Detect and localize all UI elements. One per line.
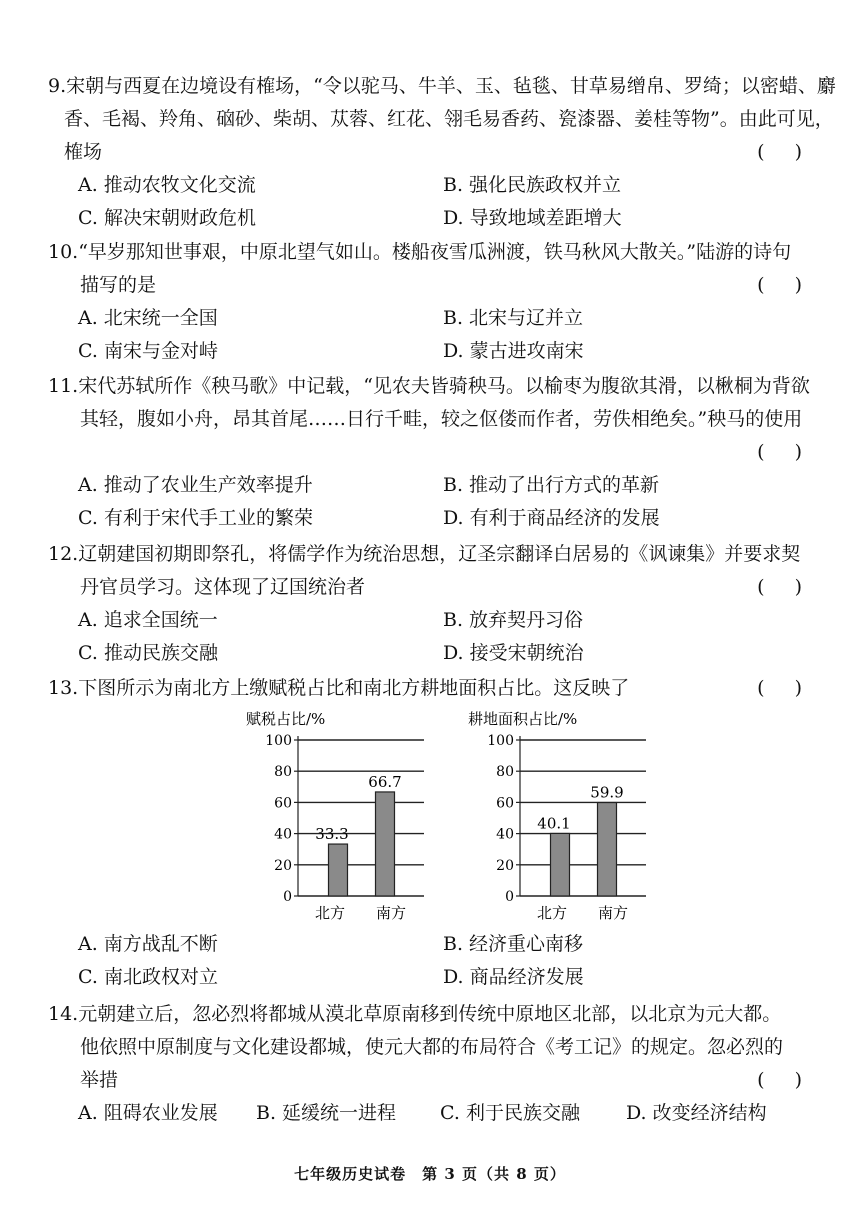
option-c[interactable]: C. 南宋与金对峙 [78,340,218,362]
question-13-line-1 [48,672,818,705]
data-label: 33.3 [315,825,349,844]
question-10 [48,236,818,368]
answer-paren[interactable]: ( ) [757,1069,814,1091]
y-tick-label: 100 [487,733,514,749]
answer-paren[interactable]: ( ) [757,141,814,163]
option-d[interactable]: D. 导致地域差距增大 [443,207,622,229]
question-text: “早岁那知世事艰，中原北望气如山。楼船夜雪瓜洲渡，铁马秋风大散关。”陆游的诗句 [78,241,792,263]
question-9-line-1 [48,70,836,103]
question-14-line-2: 他依照中原制度与文化建设都城，使元大都的布局符合《考工记》的规定。忽必烈的 [80,1036,784,1058]
data-label: 40.1 [537,814,571,833]
answer-paren[interactable]: ( ) [757,274,814,296]
question-text: 下图所示为南北方上缴赋税占比和南北方耕地面积占比。这反映了 [78,677,630,699]
y-tick-label: 80 [274,764,292,781]
option-d[interactable]: D. 有利于商品经济的发展 [443,507,660,529]
option-c[interactable]: C. 利于民族交融 [440,1102,580,1124]
y-axis-label: 耕地面积占比/% [468,710,578,728]
question-9-line-2: 香、毛褐、羚角、硇砂、柴胡、苁蓉、红花、翎毛易香药、瓷漆器、姜桂等物”。由此可见， [64,108,834,130]
question-number: 12. [48,543,79,565]
question-13 [48,672,818,705]
question-number: 13. [48,677,79,699]
option-a[interactable]: A. 推动了农业生产效率提升 [78,474,313,496]
options [78,604,813,670]
question-9-line-3: 榷场 [64,141,103,163]
question-11-line-2: 其轻，腹如小舟，昂其首尾……日行千畦，较之伛偻而作者，劳佚相绝矣。”秧马的使用 [80,408,803,430]
answer-paren[interactable]: ( ) [757,441,814,463]
question-number: 10. [48,241,79,263]
y-tick-label: 20 [274,857,292,874]
option-b[interactable]: B. 延缓统一进程 [256,1102,397,1124]
x-tick-label: 北方 [314,904,346,922]
question-number: 11. [48,375,79,397]
question-10-line-1 [48,236,818,269]
option-c[interactable]: C. 解决宋朝财政危机 [78,207,256,229]
y-tick-label: 0 [505,889,514,905]
y-tick-label: 100 [265,733,292,749]
options [78,302,813,368]
question-text: 宋代苏轼所作《秧马歌》中记载，“见农夫皆骑秧马。以榆枣为腹欲其滑，以楸桐为背欲 [78,375,810,397]
question-12 [48,538,818,670]
question-14-line-3: 举措 [80,1069,119,1091]
option-d[interactable]: D. 改变经济结构 [626,1102,767,1124]
question-11 [48,370,818,535]
option-b[interactable]: B. 推动了出行方式的革新 [443,474,660,496]
bar-北方 [329,844,348,896]
answer-paren[interactable]: ( ) [757,576,814,598]
y-tick-label: 60 [274,795,292,812]
option-b[interactable]: B. 强化民族政权并立 [443,174,622,196]
question-10-line-2: 描写的是 [80,274,157,296]
question-14-line-1 [48,998,818,1031]
bar-北方 [551,833,570,896]
y-axis-label: 赋税占比/% [246,710,326,728]
question-number: 9. [48,75,67,97]
data-label: 66.7 [368,772,402,791]
question-text: 宋朝与西夏在边境设有榷场，“令以驼马、牛羊、玉、毡毯、甘草易缯帛、罗绮；以密蜡、麝 [66,75,836,97]
question-13-options [48,928,818,994]
question-12-line-2: 丹官员学习。这体现了辽国统治者 [80,576,366,598]
y-tick-label: 40 [496,826,514,843]
option-a[interactable]: A. 追求全国统一 [78,609,218,631]
option-a[interactable]: A. 南方战乱不断 [78,933,218,955]
x-tick-label: 南方 [597,904,629,922]
question-text: 元朝建立后，忽必烈将都城从漠北草原南移到传统中原地区北部，以北京为元大都。 [78,1003,782,1025]
question-14 [48,998,818,1133]
option-c[interactable]: C. 推动民族交融 [78,642,218,664]
option-c[interactable]: C. 南北政权对立 [78,966,218,988]
option-d[interactable]: D. 商品经济发展 [443,966,584,988]
option-b[interactable]: B. 放弃契丹习俗 [443,609,584,631]
option-a[interactable]: A. 推动农牧文化交流 [78,174,256,196]
paren-row [48,436,818,469]
page-footer: 七年级历史试卷 第 3 页（共 8 页） [294,1165,566,1183]
option-b[interactable]: B. 北宋与辽并立 [443,307,584,329]
answer-paren[interactable]: ( ) [757,677,814,699]
options [78,1097,813,1133]
options [78,169,813,235]
question-text: 辽朝建国初期即祭孔，将儒学作为统治思想，辽圣宗翻译白居易的《讽谏集》并要求契 [78,543,801,565]
option-a[interactable]: A. 北宋统一全国 [78,307,218,329]
options [78,469,813,535]
y-tick-label: 0 [283,889,292,905]
question-9 [48,70,836,235]
data-label: 59.9 [590,783,624,802]
option-b[interactable]: B. 经济重心南移 [443,933,584,955]
option-d[interactable]: D. 接受宋朝统治 [443,642,584,664]
y-tick-label: 60 [496,795,514,812]
options [78,928,813,994]
bar-南方 [376,792,395,896]
y-tick-label: 80 [496,764,514,781]
question-12-line-1 [48,538,818,571]
question-number: 14. [48,1003,79,1025]
option-a[interactable]: A. 阻碍农业发展 [78,1102,218,1124]
option-d[interactable]: D. 蒙古进攻南宋 [443,340,584,362]
option-c[interactable]: C. 有利于宋代手工业的繁荣 [78,507,313,529]
y-tick-label: 40 [274,826,292,843]
question-11-line-1 [48,370,818,403]
y-tick-label: 20 [496,857,514,874]
bar-charts [230,708,670,928]
x-tick-label: 北方 [536,904,568,922]
x-tick-label: 南方 [375,904,407,922]
bar-南方 [598,803,617,896]
